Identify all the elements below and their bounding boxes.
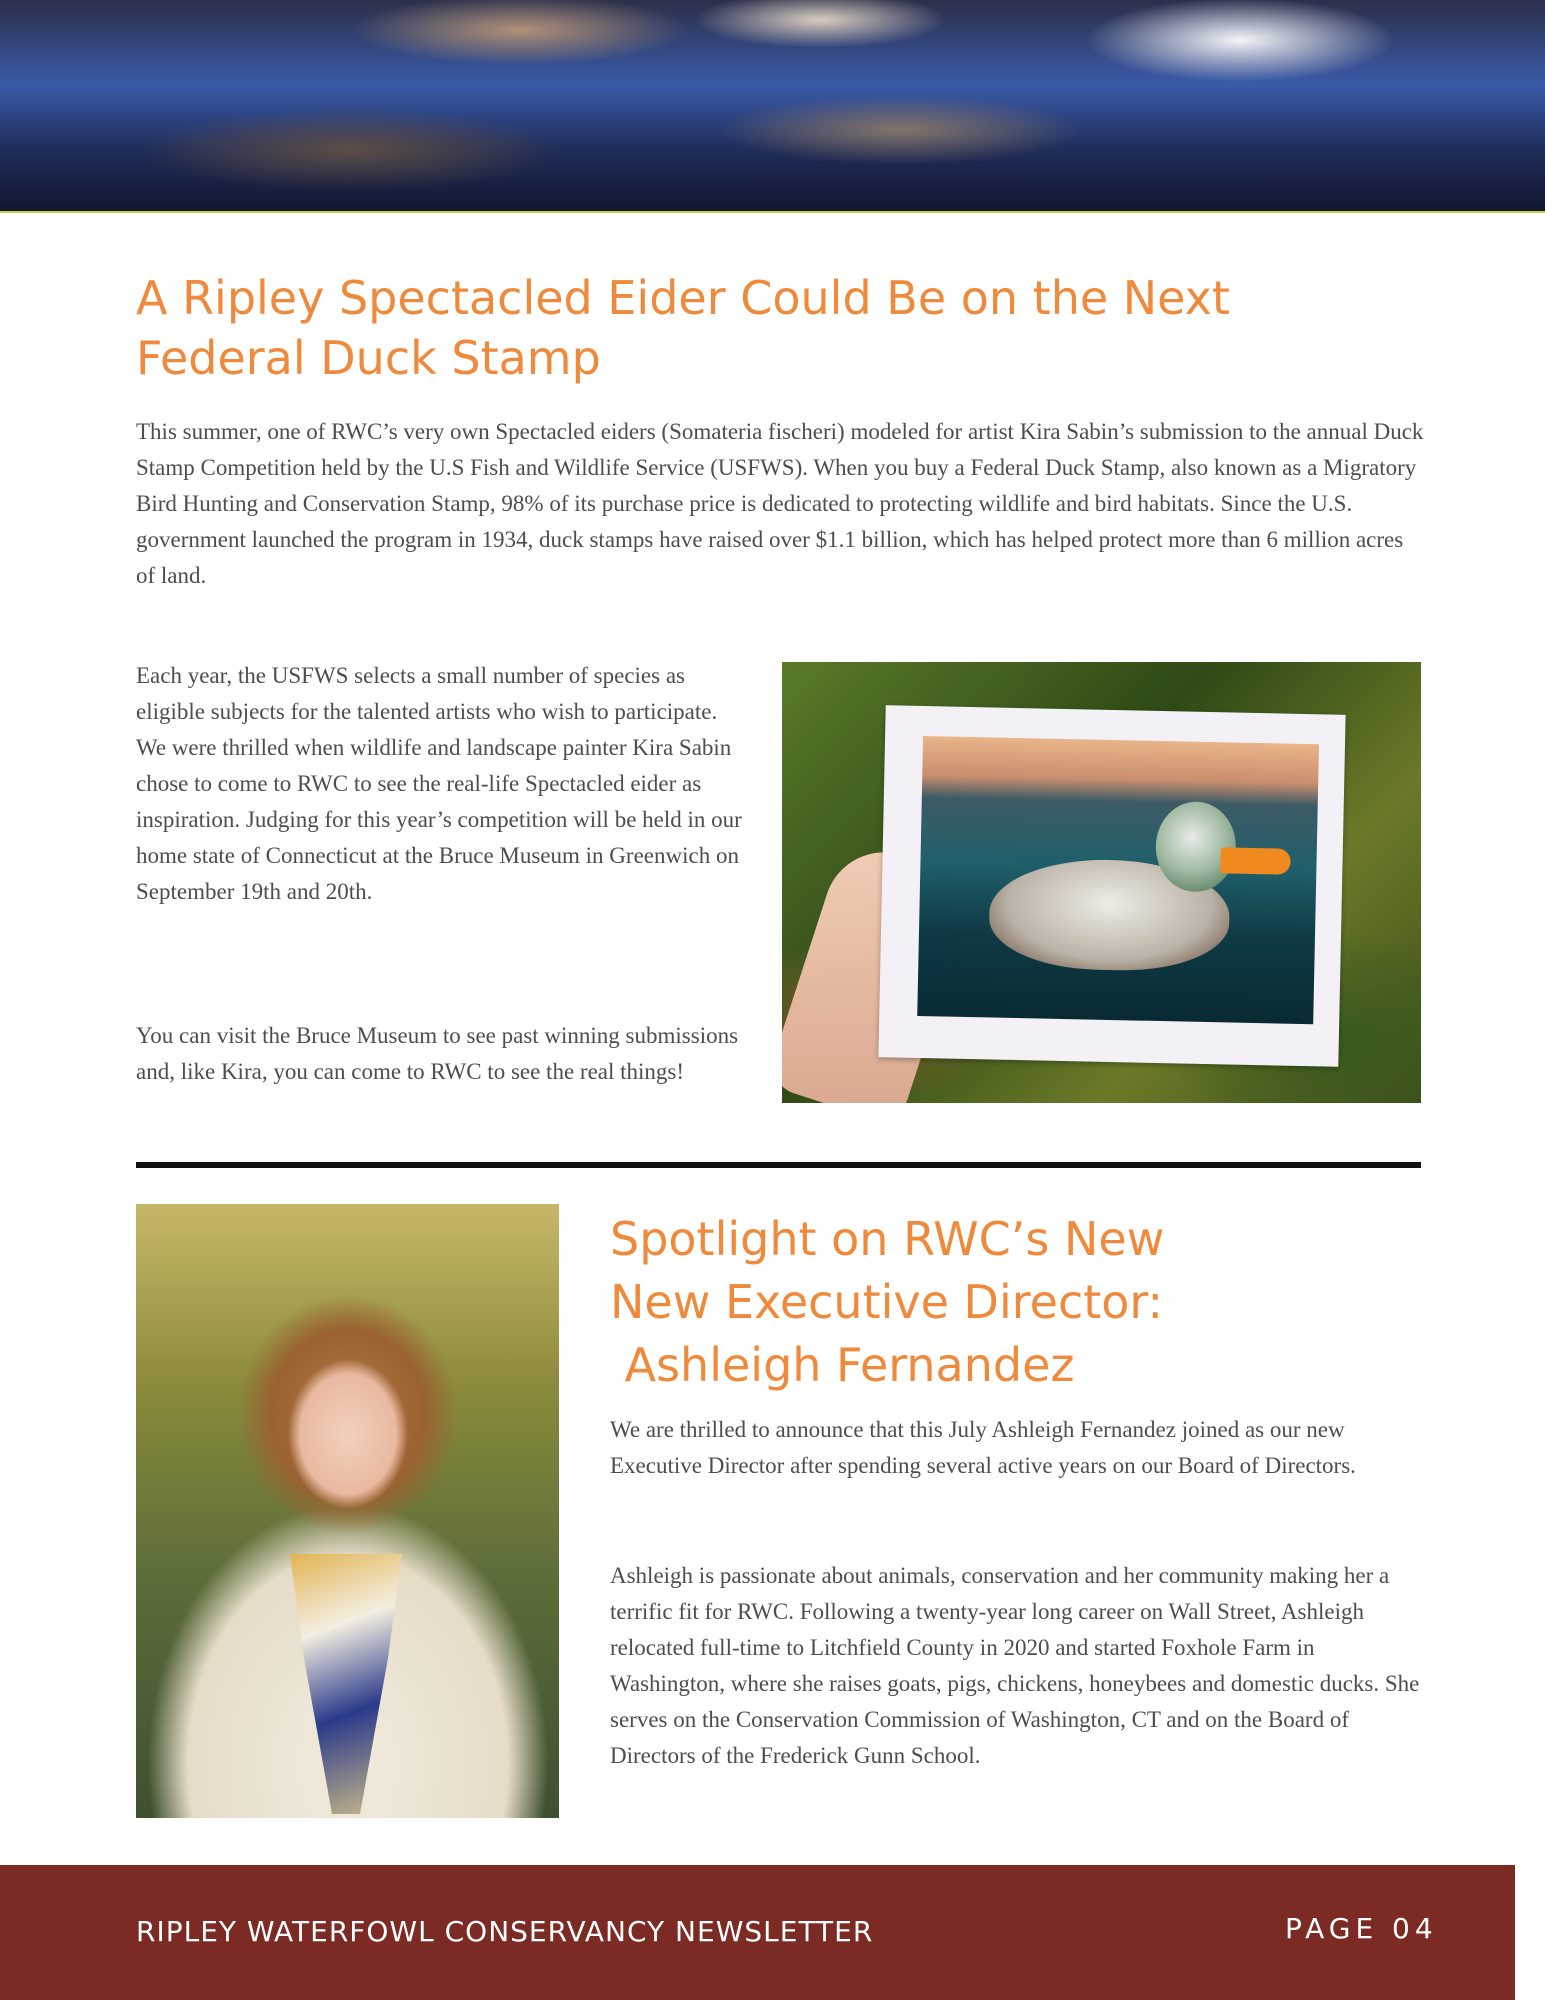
article-paragraph: Ashleigh is passionate about animals, conservation and her community making her a terrific fit for RWC. Following a twenty-year long career on Wall Street, Ashleigh relocated full-time to Litchfield County in 2020 and started Foxhole Farm in Washington, where she raises goats, pigs, chickens, honeybees and domestic ducks. She serves on the Conservation Commission of Washington, CT and on the Board of Directors of the Frederick Gunn School. — [610, 1563, 1420, 1768]
article-paragraph: Each year, the USFWS selects a small number of species as eligible subjects for the talented artists who wish to participate. We were thrilled when wildlife and landscape painter Kira Sabin chose to come to RWC to see the real-life Spectacled eider as inspiration. Judging for this year’s competition will be held in our home state of Connecticut at the Bruce Museum in Greenwich on September 19th and 20th. — [136, 663, 742, 904]
article-title-spotlight — [610, 1208, 1430, 1397]
article-paragraph: We are thrilled to announce that this July Ashleigh Fernandez joined as our new Executive Director after spending several active years on our Board of Directors. — [610, 1417, 1356, 1478]
article-paragraph: You can visit the Bruce Museum to see past winning submissions and, like Kira, you can come to RWC to see the real things! — [136, 1023, 739, 1084]
duck-bill-shape — [1220, 847, 1291, 874]
article-paragraph: This summer, one of RWC’s very own Spectacled eiders (Somateria fischeri) modeled for artist Kira Sabin’s submission to the annual Duck Stamp Competition held by the U.S Fish and Wildlife Service (USFWS). When you buy a Federal Duck Stamp, also known as a Migratory Bird Hunting and Conservation Stamp, 98% of its purchase price is dedicated to protecting wildlife and bird habitats. Since the U.S. government launched the program in 1934, duck stamps have raised over $1.1 billion, which has helped protect more than 6 million acres of land. — [136, 419, 1424, 588]
eider-painting — [917, 736, 1319, 1024]
newsletter-title: RIPLEY WATERFOWL CONSERVANCY NEWSLETTER — [136, 1915, 874, 1948]
hero-accent-line — [0, 211, 1545, 213]
title-line: Ashleigh Fernandez — [610, 1338, 1075, 1392]
title-line: Spotlight on RWC’s New — [610, 1212, 1165, 1266]
painting-mat — [878, 705, 1345, 1067]
page-number: PAGE 04 — [1285, 1912, 1438, 1945]
scarf-shape — [276, 1554, 416, 1814]
eider-painting-photo — [782, 662, 1421, 1103]
hero-duck-photo — [0, 0, 1545, 213]
section-divider — [136, 1162, 1421, 1168]
title-line: New Executive Director: — [610, 1275, 1164, 1329]
article-title-duck-stamp: A Ripley Spectacled Eider Could Be on the Next Federal Duck Stamp — [136, 271, 1230, 385]
executive-director-portrait — [136, 1204, 559, 1818]
